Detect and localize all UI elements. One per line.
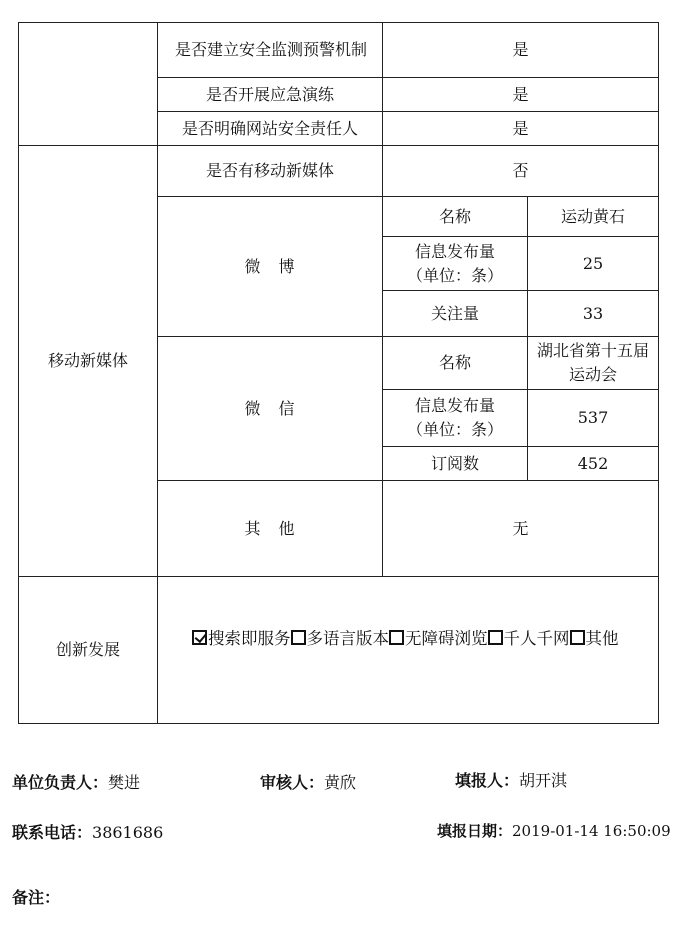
emergency-drill-label: 是否开展应急演练 [205,84,334,104]
innovation-label: 创新发展 [55,640,120,659]
mobile-media-section-label: 移动新媒体 [47,351,128,370]
fill-date [437,819,671,843]
option-label: 无障碍浏览 [405,629,488,648]
has-mobile-media-value: 否 [512,161,529,180]
wechat-name-label: 名称 [438,353,471,372]
date-label: 填报日期： [437,822,513,840]
date-value: 2019-01-14 16:50:09 [512,822,671,840]
option-label: 其他 [585,629,619,648]
option-label: 多语言版本 [306,629,389,648]
wechat-label: 微 信 [244,398,296,418]
unit-head-label: 单位负责人： [12,773,109,792]
remark-label: 备注： [12,888,61,907]
phone-label: 联系电话： [12,823,93,842]
security-owner-value: 是 [512,118,529,138]
weibo-name-value: 运动黄石 [560,206,625,226]
security-owner-label: 是否明确网站安全责任人 [181,118,358,138]
option-accessibility[interactable] [389,625,488,649]
filler-label: 填报人： [455,771,520,790]
warning-mechanism-label: 是否建立安全监测预警机制 [174,40,367,59]
option-multilingual[interactable] [291,625,390,649]
unit-head [12,771,140,795]
reviewer-label: 审核人： [260,773,325,792]
option-personalized[interactable] [488,625,570,649]
weibo-follow-label: 关注量 [430,303,479,323]
weibo-follow-value: 33 [582,303,604,323]
has-mobile-media-label: 是否有移动新媒体 [205,161,334,180]
innovation-options [192,622,619,652]
checkbox-icon[interactable] [389,630,404,645]
wechat-subs-label: 订阅数 [430,453,479,473]
reviewer [260,771,356,795]
remark [12,886,60,910]
other-media-value: 无 [512,518,529,538]
checkbox-icon[interactable] [570,630,585,645]
reviewer-value: 黄欣 [324,773,357,792]
weibo-posts-value: 25 [582,253,604,273]
other-media-label: 其 他 [244,518,296,538]
phone-value: 3861686 [92,823,164,842]
checkbox-icon[interactable] [488,630,503,645]
contact-phone [12,821,163,845]
option-label: 搜索即服务 [208,629,291,648]
wechat-subs-value: 452 [577,453,609,473]
wechat-posts-label: 信息发布量（单位：条） [407,396,504,439]
table-border-right [658,22,659,724]
weibo-posts-label: 信息发布量（单位：条） [407,241,504,285]
weibo-label: 微 博 [244,256,296,276]
checkbox-checked-icon[interactable] [192,630,207,645]
option-label: 千人千网 [503,629,570,648]
checkbox-icon[interactable] [291,630,306,645]
weibo-name-label: 名称 [438,206,471,226]
wechat-name-value: 湖北省第十五届运动会 [537,341,650,384]
filler-value: 胡开淇 [519,771,568,790]
warning-mechanism-value: 是 [512,40,529,59]
wechat-posts-value: 537 [577,408,609,427]
option-other[interactable] [570,625,619,649]
unit-head-value: 樊进 [108,773,141,792]
emergency-drill-value: 是 [512,84,529,104]
filler [455,769,567,793]
table-row-divider [18,723,659,724]
option-search-service[interactable] [192,625,291,649]
